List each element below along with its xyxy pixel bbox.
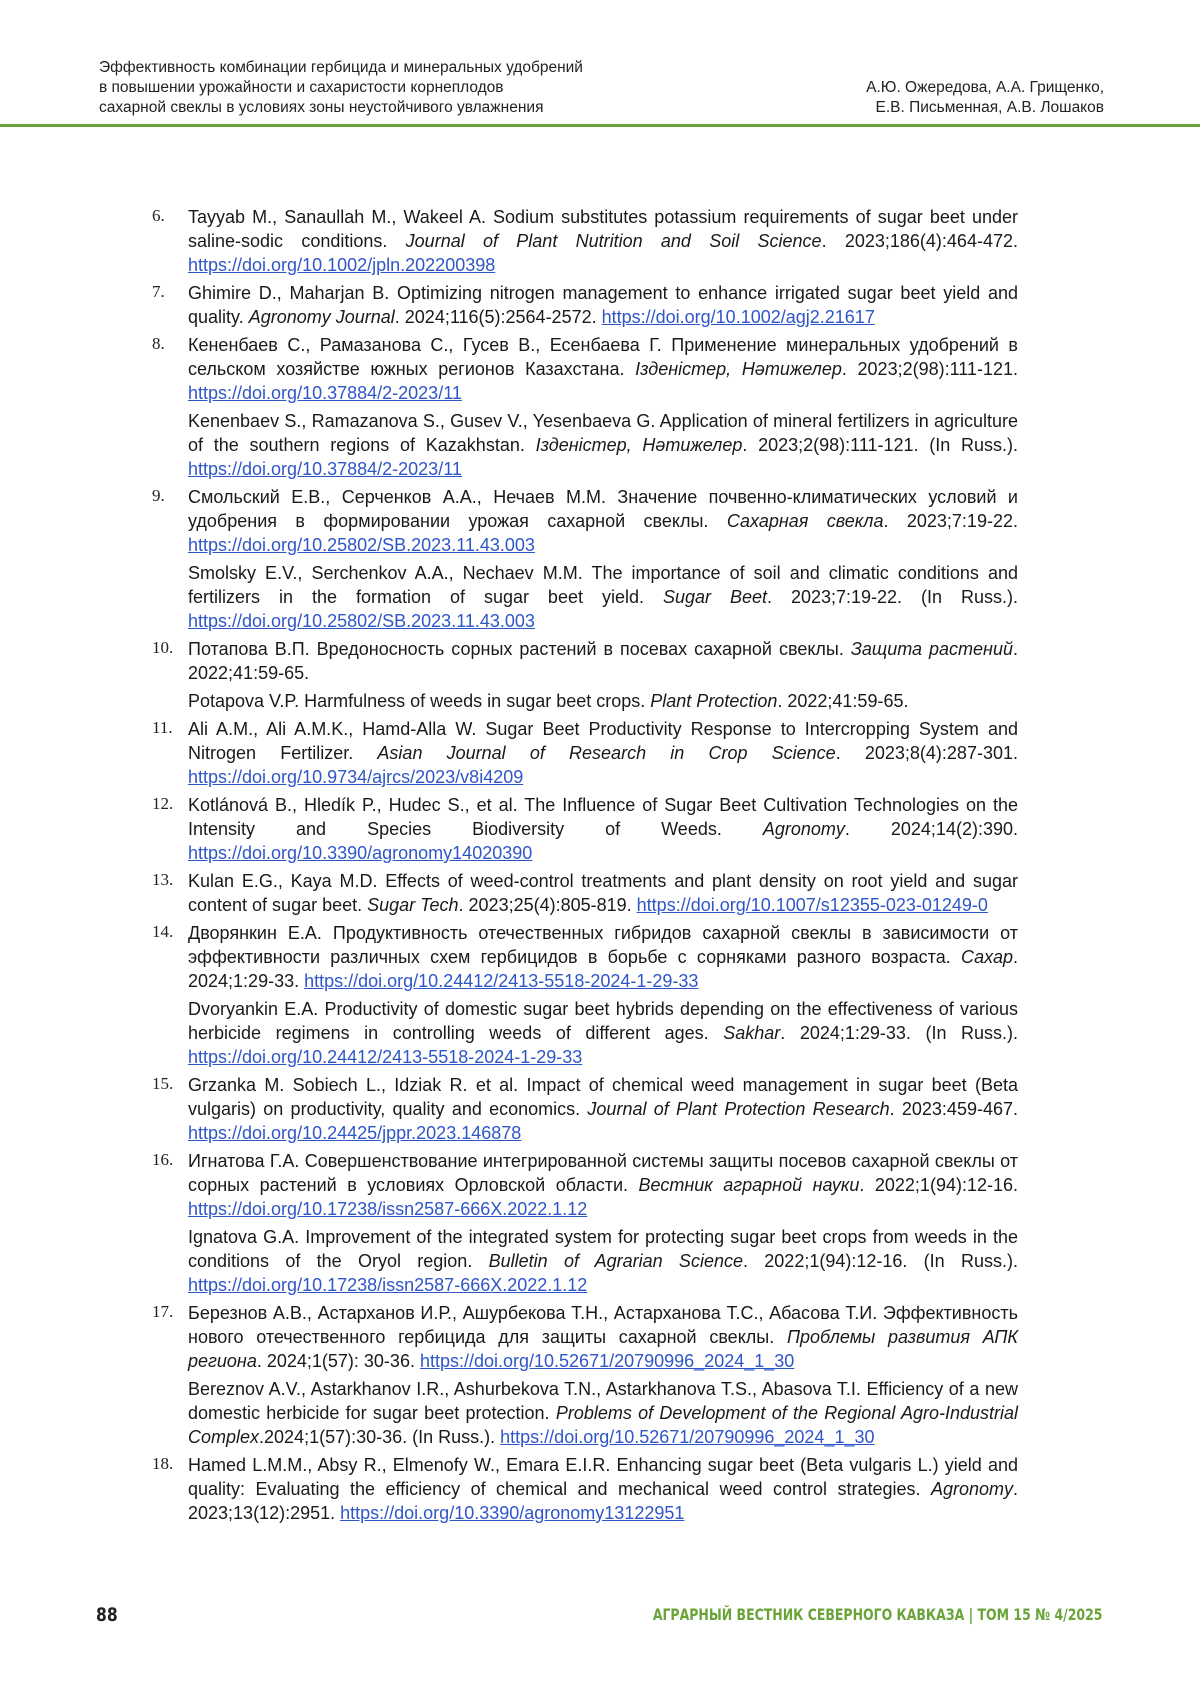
reference-details: . 2024;1:29-33. (188, 947, 1018, 991)
reference-journal: Сахар (960, 947, 1013, 967)
reference-entry (188, 869, 1018, 917)
authors-line: Е.В. Письменная, А.В. Лошаков (875, 99, 1104, 116)
authors-line: А.Ю. Ожередова, А.А. Грищенко, (866, 79, 1104, 96)
reference-authors-title: Потапова В.П. Вредоносность сорных растений в посевах сахарной свеклы. (188, 639, 851, 659)
reference-journal: Asian Journal of Research in Crop Science (377, 743, 836, 763)
reference-details: . 2024;116(5):2564-2572. (394, 307, 602, 327)
reference-journal: Agronomy (930, 1479, 1013, 1499)
reference-authors-title: Ali A.M., Ali A.M.K., Hamd-Alla W. Sugar Beet Productivity Response to Intercropping System and Nitrogen Fertilizer. (188, 719, 1018, 763)
reference-journal: Plant Protection (650, 691, 778, 711)
reference-authors-title: Kulan E.G., Kaya M.D. Effects of weed-control treatments and plant density on root yield and sugar content of sugar beet. (188, 871, 1018, 915)
doi-link[interactable]: https://doi.org/10.1002/jpln.202200398 (188, 255, 496, 275)
reference-number: 15. (152, 1074, 174, 1093)
doi-link[interactable]: https://doi.org/10.25802/SB.2023.11.43.003 (188, 611, 535, 631)
reference-authors-title: Dvoryankin E.A. Productivity of domestic sugar beet hybrids depending on the effectiveness of various herbicide regimens in controlling weeds of different ages. (188, 999, 1018, 1043)
article-title-line: сахарной свеклы в условиях зоны неустойчивого увлажнения (99, 99, 544, 116)
reference-item (150, 281, 1018, 329)
reference-entry (188, 561, 1018, 633)
reference-authors-title: Ignatova G.A. Improvement of the integrated system for protecting sugar beet crops from weeds in the conditions of the Oryol region. (188, 1227, 1018, 1271)
reference-item (150, 637, 1018, 713)
reference-item (150, 205, 1018, 277)
reference-details: . 2023;13(12):2951. (188, 1479, 1018, 1523)
reference-item (150, 1149, 1018, 1297)
reference-authors-title: Березнов А.В., Астарханов И.Р., Ашурбекова Т.Н., Астарханова Т.С., Абасова Т.И. Эффективность нового отечественного гербицида для защиты сахарной свеклы. (188, 1303, 1018, 1347)
reference-entry (188, 637, 1018, 685)
article-authors (866, 78, 1104, 118)
reference-journal: Journal of Plant Protection Research (587, 1099, 890, 1119)
reference-authors-title: Tayyab M., Sanaullah M., Wakeel A. Sodium substitutes potassium requirements of sugar beet under saline-sodic conditions. (188, 207, 1018, 251)
reference-journal: Ізденістер, Нәтижелер (635, 359, 842, 379)
doi-link[interactable]: https://doi.org/10.37884/2-2023/11 (188, 459, 462, 479)
reference-authors-title: Дворянкин Е.А. Продуктивность отечественных гибридов сахарной свеклы в зависимости от эффективности различных схем гербицидов в борьбе с сорняками разного возраста. (188, 923, 1018, 967)
reference-journal: Вестник аграрной науки (638, 1175, 860, 1195)
reference-journal: Сахарная свекла (726, 511, 884, 531)
reference-authors-title: Hamed L.M.M., Absy R., Elmenofy W., Emara E.I.R. Enhancing sugar beet (Beta vulgaris L.) yield and quality: Evaluating the efficiency of chemical and mechanical weed control strategies. (188, 1455, 1018, 1499)
doi-link[interactable]: https://doi.org/10.1007/s12355-023-01249-0 (636, 895, 988, 915)
reference-item (150, 869, 1018, 917)
reference-entry (188, 409, 1018, 481)
reference-entry (188, 1073, 1018, 1145)
page-header (0, 0, 1200, 127)
reference-details: . 2022;1(94):12-16. (859, 1175, 1018, 1195)
reference-item (150, 717, 1018, 789)
reference-entry (188, 281, 1018, 329)
reference-authors-title: Кененбаев С., Рамазанова С., Гусев В., Есенбаева Г. Применение минеральных удобрений в сельском хозяйстве южных регионов Казахстана. (188, 335, 1018, 379)
reference-entry (188, 1225, 1018, 1297)
reference-item (150, 1073, 1018, 1145)
article-title (99, 58, 583, 118)
reference-details: . 2024;1:29-33. (In Russ.). (780, 1023, 1019, 1043)
doi-link[interactable]: https://doi.org/10.9734/ajrcs/2023/v8i4209 (188, 767, 524, 787)
reference-authors-title: Kenenbaev S., Ramazanova S., Gusev V., Yesenbaeva G. Application of mineral fertilizers in agriculture of the southern regions of Kazakhstan. (188, 411, 1018, 455)
reference-number: 16. (152, 1150, 174, 1169)
reference-journal: Защита растений (850, 639, 1013, 659)
reference-journal: Journal of Plant Nutrition and Soil Science (405, 231, 822, 251)
reference-number: 18. (152, 1454, 174, 1473)
reference-number: 9. (152, 486, 165, 505)
reference-entry (188, 921, 1018, 993)
reference-item (150, 1301, 1018, 1449)
reference-details: . 2024;1(57): 30-36. (256, 1351, 420, 1371)
reference-entry (188, 205, 1018, 277)
doi-link[interactable]: https://doi.org/10.24412/2413-5518-2024-1-29-33 (304, 971, 699, 991)
reference-number: 11. (152, 718, 173, 737)
reference-number: 6. (152, 206, 165, 225)
doi-link[interactable]: https://doi.org/10.3390/agronomy14020390 (188, 843, 533, 863)
reference-authors-title: Kotlánová B., Hledík P., Hudec S., et al. The Influence of Sugar Beet Cultivation Technologies on the Intensity and Species Biodiversity of Weeds. (188, 795, 1018, 839)
reference-number: 14. (152, 922, 174, 941)
reference-number: 10. (152, 638, 174, 657)
reference-details: . 2024;14(2):390. (844, 819, 1018, 839)
doi-link[interactable]: https://doi.org/10.1002/agj2.21617 (601, 307, 875, 327)
reference-details: . 2023;186(4):464-472. (821, 231, 1018, 251)
reference-details: . 2023;2(98):111-121. (In Russ.). (742, 435, 1018, 455)
reference-details: . 2023;2(98):111-121. (841, 359, 1018, 379)
reference-item (150, 1453, 1018, 1525)
reference-number: 7. (152, 282, 165, 301)
reference-authors-title: Ghimire D., Maharjan B. Optimizing nitrogen management to enhance irrigated sugar beet yield and quality. (188, 283, 1018, 327)
reference-journal: Sugar Beet (662, 587, 767, 607)
reference-number: 8. (152, 334, 165, 353)
doi-link[interactable]: https://doi.org/10.37884/2-2023/11 (188, 383, 462, 403)
reference-journal: Проблемы развития АПК региона (188, 1327, 1018, 1371)
reference-details: . 2022;1(94):12-16. (In Russ.). (742, 1251, 1018, 1271)
reference-authors-title: Bereznov A.V., Astarkhanov I.R., Ashurbekova T.N., Astarkhanova T.S., Abasova T.I. Efficiency of a new domestic herbicide for sugar beet protection. (188, 1379, 1018, 1423)
reference-item (150, 333, 1018, 481)
reference-journal: Sakhar (723, 1023, 781, 1043)
article-title-line: Эффективность комбинации гербицида и минеральных удобрений (99, 59, 583, 76)
reference-entry (188, 689, 1018, 713)
reference-list (150, 205, 1018, 1529)
reference-entry (188, 333, 1018, 405)
reference-entry (188, 1149, 1018, 1221)
reference-details: . 2022;41:59-65. (777, 691, 909, 711)
reference-number: 17. (152, 1302, 174, 1321)
reference-entry (188, 1453, 1018, 1525)
reference-journal: Problems of Development of the Regional Agro-Industrial Complex (188, 1403, 1018, 1447)
reference-authors-title: Potapova V.P. Harmfulness of weeds in sugar beet crops. (188, 691, 651, 711)
reference-authors-title: Grzanka M. Sobiech L., Idziak R. et al. Impact of chemical weed management in sugar beet (Beta vulgaris) on productivity, quality and economics. (188, 1075, 1018, 1119)
reference-entry (188, 1301, 1018, 1373)
doi-link[interactable]: https://doi.org/10.17238/issn2587-666X.2022.1.12 (188, 1275, 588, 1295)
reference-item (150, 921, 1018, 1069)
reference-details: . 2023:459-467. (889, 1099, 1018, 1119)
doi-link[interactable]: https://doi.org/10.24412/2413-5518-2024-1-29-33 (188, 1047, 583, 1067)
reference-details: . 2023;7:19-22. (883, 511, 1018, 531)
doi-link[interactable]: https://doi.org/10.52671/20790996_2024_1_30 (500, 1427, 875, 1447)
reference-authors-title: Smolsky E.V., Serchenkov A.A., Nechaev M.M. The importance of soil and climatic conditions and fertilizers in the formation of sugar beet yield. (188, 563, 1018, 607)
reference-entry (188, 1377, 1018, 1449)
doi-link[interactable]: https://doi.org/10.3390/agronomy13122951 (340, 1503, 685, 1523)
doi-link[interactable]: https://doi.org/10.52671/20790996_2024_1_30 (419, 1351, 795, 1371)
reference-number: 13. (152, 870, 174, 889)
reference-authors-title: Игнатова Г.А. Совершенствование интегрированной системы защиты посевов сахарной свеклы от сорных растений в условиях Орловской области. (188, 1151, 1018, 1195)
reference-details: . 2023;25(4):805-819. (458, 895, 637, 915)
journal-footer: АГРАРНЫЙ ВЕСТНИК СЕВЕРНОГО КАВКАЗА | ТОМ 15 № 4/2025 (652, 1605, 1102, 1624)
page-number: 88 (96, 1604, 118, 1626)
reference-entry (188, 793, 1018, 865)
reference-authors-title: Смольский Е.В., Серченков А.А., Нечаев М.М. Значение почвенно-климатических условий и удобрения в формировании урожая сахарной свеклы. (188, 487, 1018, 531)
reference-journal: Ізденістер, Нәтижелер (535, 435, 743, 455)
doi-link[interactable]: https://doi.org/10.17238/issn2587-666X.2022.1.12 (188, 1199, 588, 1219)
reference-entry (188, 997, 1018, 1069)
reference-journal: Agronomy (762, 819, 845, 839)
header-divider (0, 124, 1200, 127)
reference-number: 12. (152, 794, 174, 813)
reference-details: .2024;1(57):30-36. (In Russ.). (259, 1427, 501, 1447)
reference-entry (188, 485, 1018, 557)
reference-details: . 2023;7:19-22. (In Russ.). (766, 587, 1019, 607)
reference-journal: Agronomy Journal (248, 307, 395, 327)
reference-details: . 2023;8(4):287-301. (835, 743, 1018, 763)
reference-item (150, 485, 1018, 633)
reference-item (150, 793, 1018, 865)
article-title-line: в повышении урожайности и сахаристости корнеплодов (99, 79, 504, 96)
doi-link[interactable]: https://doi.org/10.24425/jppr.2023.146878 (188, 1123, 522, 1143)
reference-journal: Bulletin of Agrarian Science (488, 1251, 743, 1271)
reference-details: . 2022;41:59-65. (188, 639, 1018, 683)
doi-link[interactable]: https://doi.org/10.25802/SB.2023.11.43.003 (188, 535, 535, 555)
reference-journal: Sugar Tech (367, 895, 459, 915)
reference-entry (188, 717, 1018, 789)
